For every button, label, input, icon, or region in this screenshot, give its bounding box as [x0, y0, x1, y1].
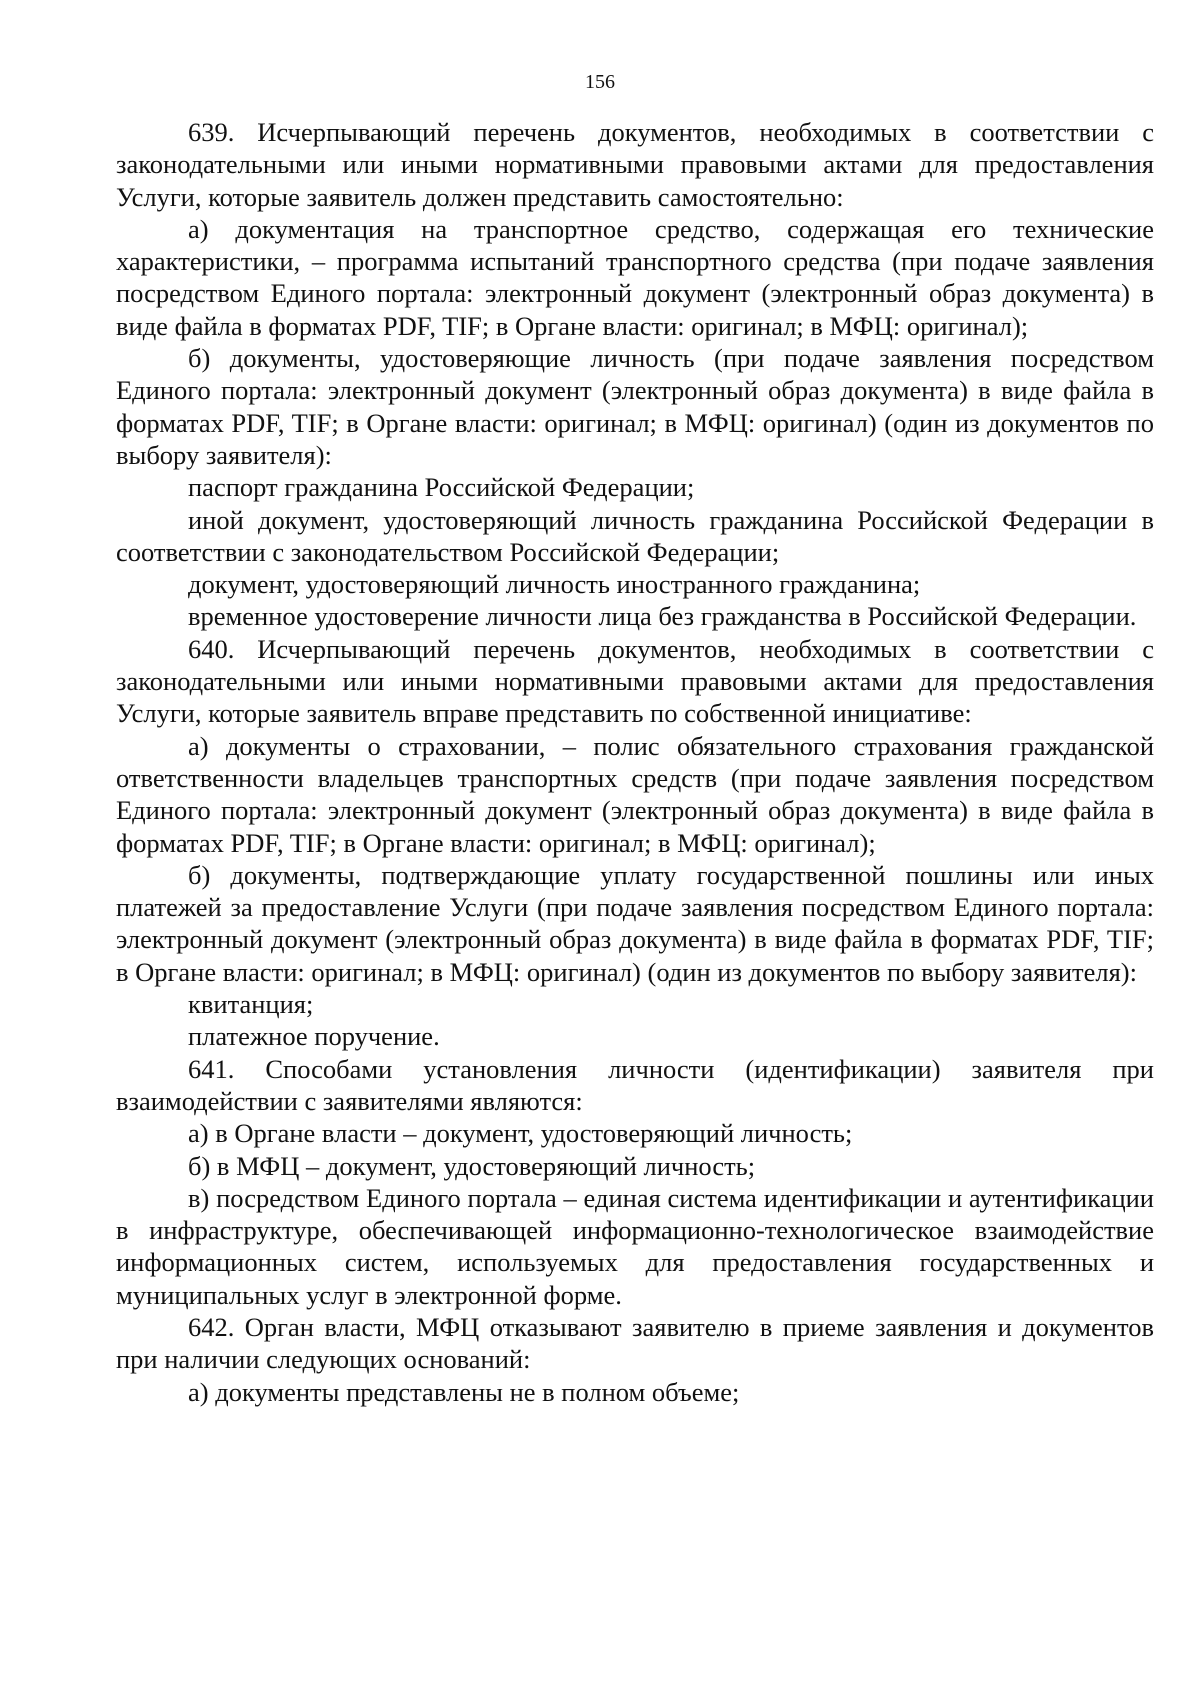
- page-number: 156: [585, 71, 615, 93]
- paragraph-639-item-b: б) документы, удостоверяющие личность (при подаче заявления посредством Единого портала: электронный документ (электронный образ документа) в виде файла в форматах PDF, TIF; в Органе власти: оригинал; в МФЦ: оригинал) (один из документов по выбору заявителя):: [116, 343, 1154, 470]
- document-body: [116, 116, 1154, 1408]
- paragraph-639: 639. Исчерпывающий перечень документов, необходимых в соответствии с законодательными или иными нормативными правовыми актами для предоставления Услуги, которые заявитель должен представить самостоятельно:: [116, 117, 1154, 212]
- paragraph-639-item-a: а) документация на транспортное средство, содержащая его технические характеристики, – программа испытаний транспортного средства (при подаче заявления посредством Единого портала: электронный документ (электронный образ документа) в виде файла в форматах PDF, TIF; в Органе власти: оригинал; в МФЦ: оригинал);: [116, 213, 1154, 341]
- paragraph-641-item-c: в) посредством Единого портала – единая система идентификации и аутентификации в инфраструктуре, обеспечивающей информационно-технологическое взаимодействие информационных систем, используемых для предоставления государственных и муниципальных услуг в электронной форме.: [116, 1182, 1154, 1310]
- paragraph-641-item-a: а) в Органе власти – документ, удостоверяющий личность;: [188, 1118, 853, 1149]
- paragraph-642: 642. Орган власти, МФЦ отказывают заявителю в приеме заявления и документов при наличии следующих оснований:: [116, 1311, 1154, 1375]
- paragraph-642-item-a: а) документы представлены не в полном объеме;: [188, 1376, 740, 1407]
- list-item-other-document: иной документ, удостоверяющий личность гражданина Российской Федерации в соответствии с законодательством Российской Федерации;: [116, 504, 1154, 567]
- list-item-passport: паспорт гражданина Российской Федерации;: [188, 472, 695, 503]
- list-item-payment-order: платежное поручение.: [188, 1021, 440, 1052]
- list-item-temporary-certificate: временное удостоверение личности лица без гражданства в Российской Федерации.: [188, 601, 1137, 632]
- list-item-receipt: квитанция;: [188, 989, 314, 1020]
- list-item-foreign-document: документ, удостоверяющий личность иностранного гражданина;: [188, 569, 921, 600]
- paragraph-641: 641. Способами установления личности (идентификации) заявителя при взаимодействии с заявителями являются:: [116, 1053, 1154, 1116]
- paragraph-640-item-b: б) документы, подтверждающие уплату государственной пошлины или иных платежей за предоставление Услуги (при подаче заявления посредством Единого портала: электронный документ (электронный образ документа) в виде файла в форматах PDF, TIF; в Органе власти: оригинал; в МФЦ: оригинал) (один из документов по выбору заявителя):: [116, 859, 1154, 987]
- paragraph-641-item-b: б) в МФЦ – документ, удостоверяющий личность;: [188, 1150, 756, 1181]
- paragraph-640: 640. Исчерпывающий перечень документов, необходимых в соответствии с законодательными или иными нормативными правовыми актами для предоставления Услуги, которые заявитель вправе представить по собственной инициативе:: [116, 633, 1154, 729]
- paragraph-640-item-a: а) документы о страховании, – полис обязательного страхования гражданской ответственности владельцев транспортных средств (при подаче заявления посредством Единого портала: электронный документ (электронный образ документа) в виде файла в форматах PDF, TIF; в Органе власти: оригинал; в МФЦ: оригинал);: [116, 730, 1154, 858]
